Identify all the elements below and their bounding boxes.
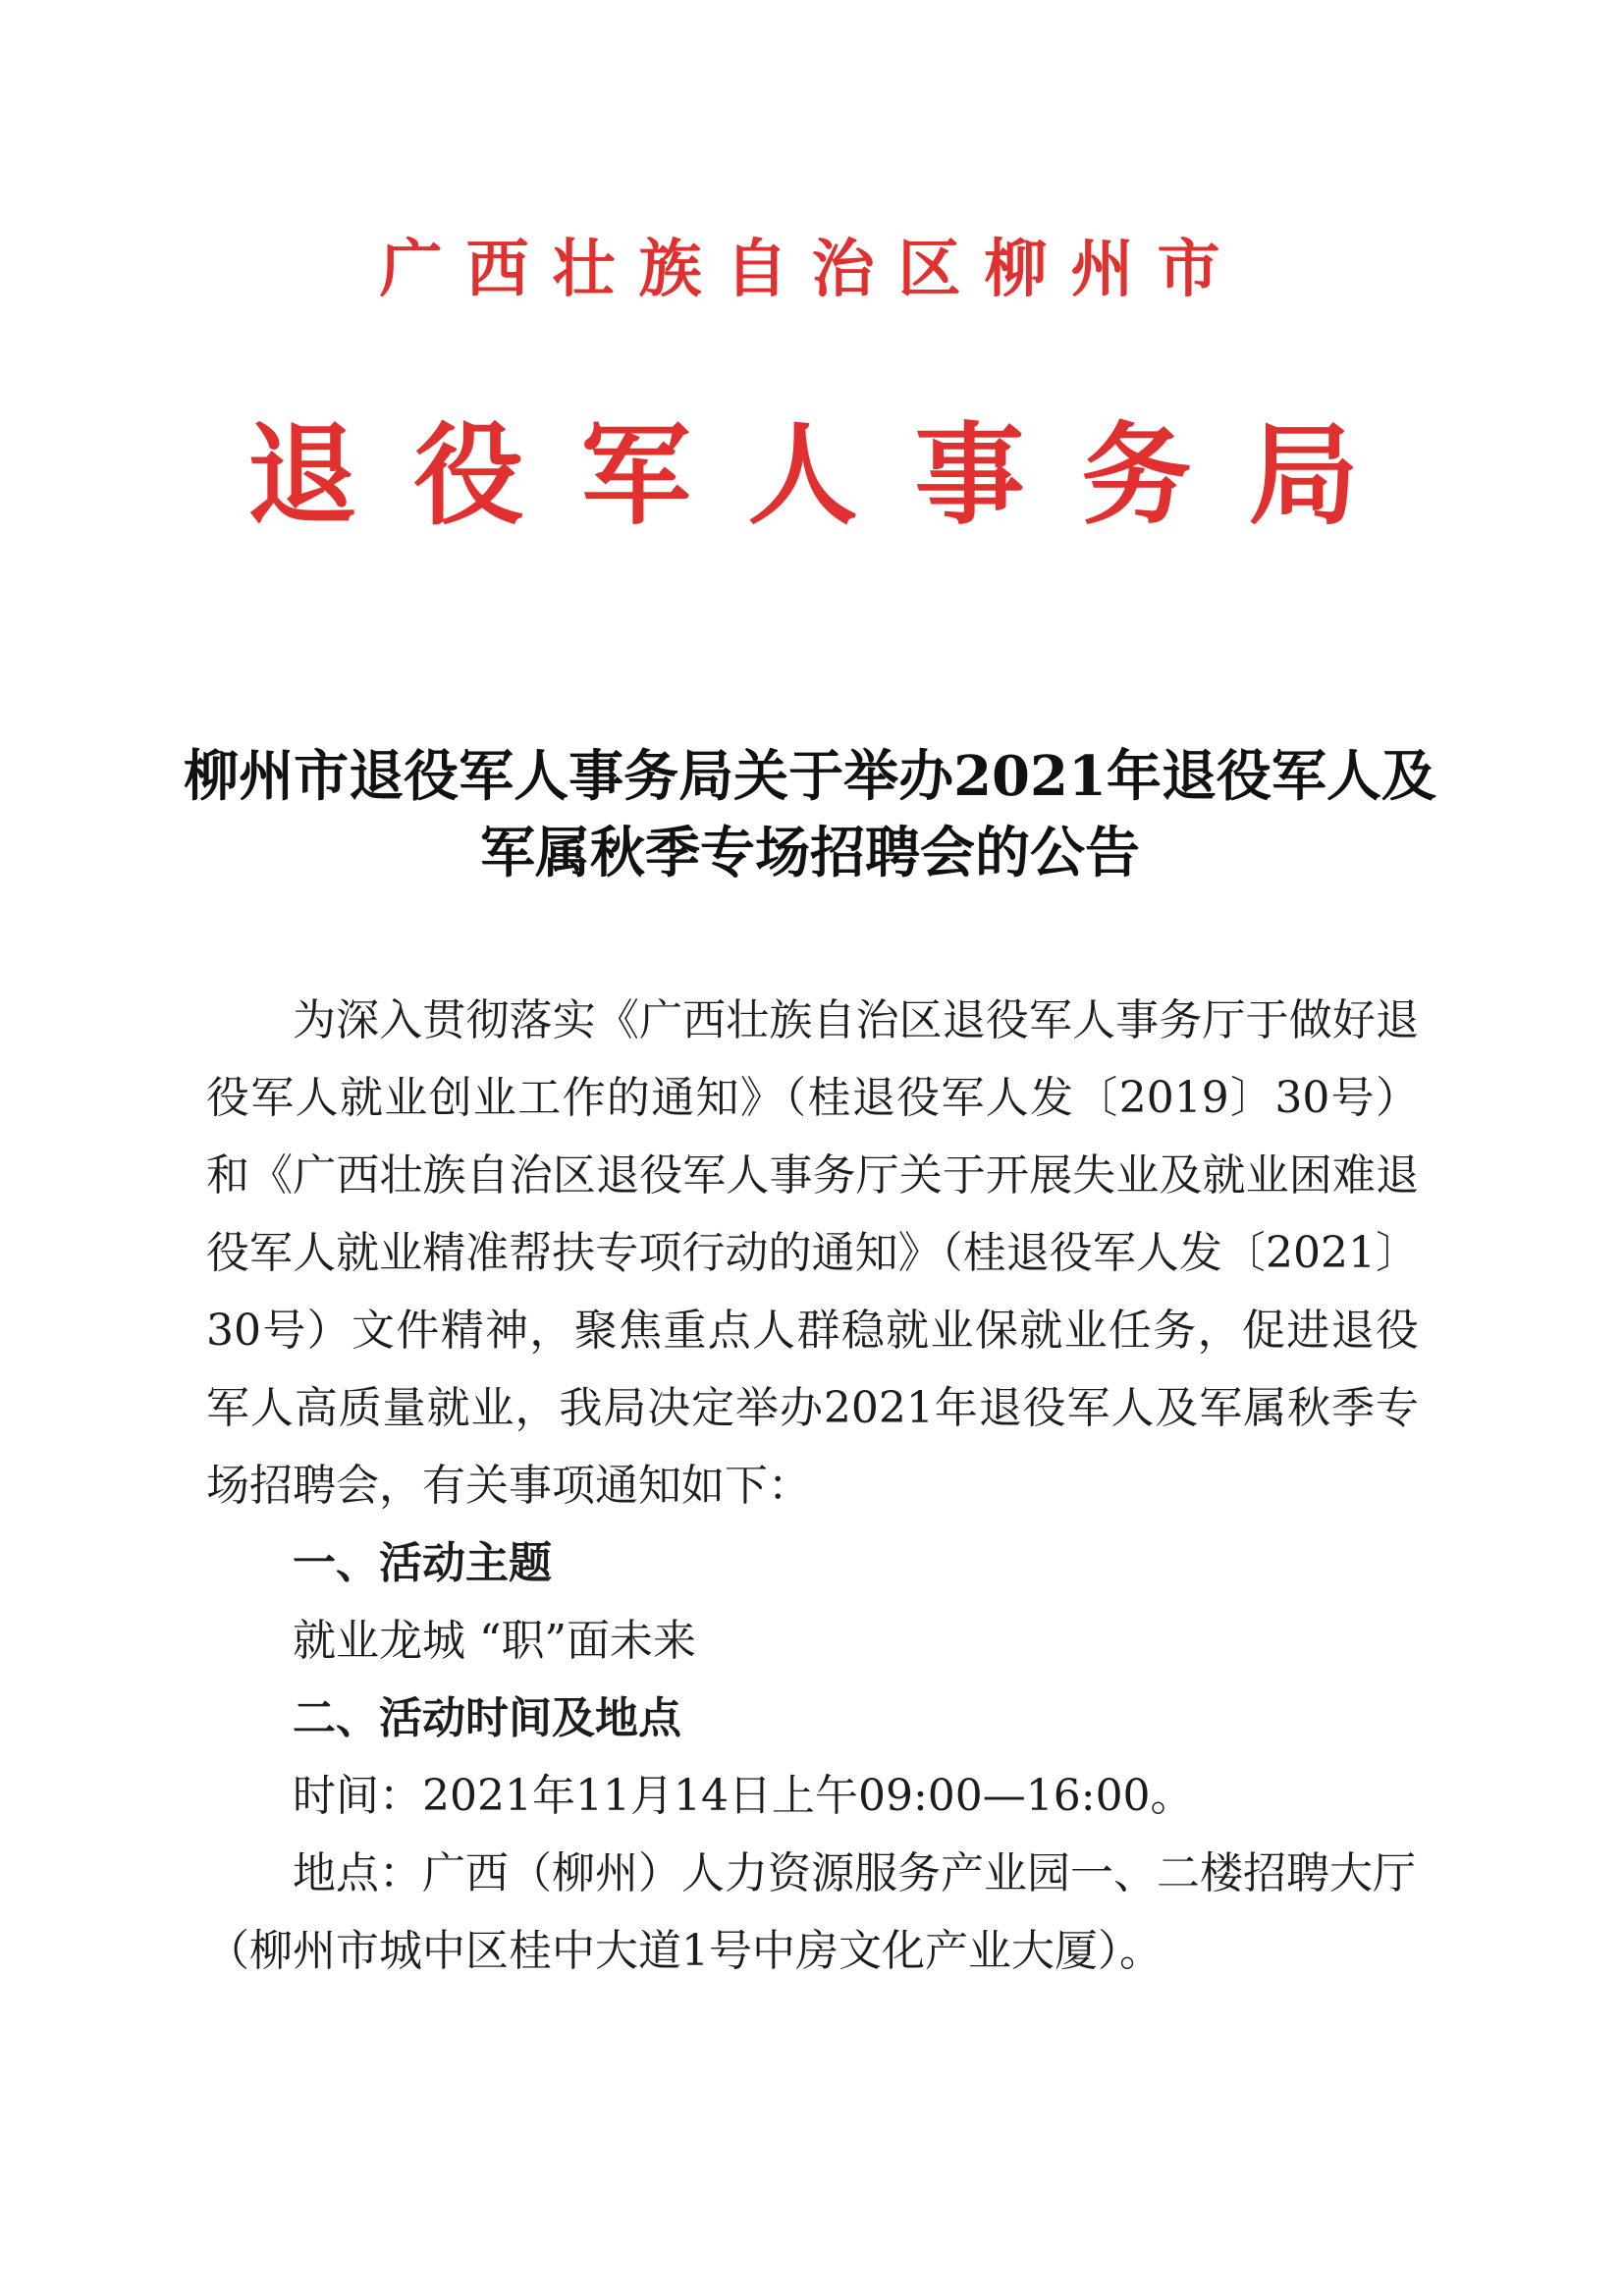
issuer-header-bureau: 退役军人事务局 bbox=[246, 411, 1416, 540]
section2-heading: 二、活动时间及地点 bbox=[293, 1693, 681, 1743]
section1-heading: 一、活动主题 bbox=[293, 1538, 552, 1588]
document-body bbox=[206, 982, 1419, 1990]
document-title: 柳州市退役军人事务局关于举办2021年退役军人及军属秋季专场招聘会的公告 bbox=[184, 744, 1436, 885]
section2-address: （柳州市城中区桂中大道1号中房文化产业大厦）。 bbox=[206, 1926, 1163, 1976]
intro-paragraph: 为深入贯彻落实《广西壮族自治区退役军人事务厅于做好退役军人就业创业工作的通知》（桂退役军人发〔2019〕30号）和《广西壮族自治区退役军人事务厅关于开展失业及就业困难退役军人就业精准帮扶专项行动的通知》（桂退役军人发〔2021〕30号）文件精神，聚焦重点人群稳就业保就业任务，促进退役军人高质量就业，我局决定举办2021年退役军人及军属秋季专场招聘会，有关事项通知如下： bbox=[206, 995, 1419, 1511]
section2-location: 地点：广西（柳州）人力资源服务产业园一、二楼招聘大厅 bbox=[293, 1848, 1416, 1898]
section1-content: 就业龙城 “职”面未来 bbox=[293, 1616, 696, 1666]
section2-time: 时间：2021年11月14日上午09:00—16:00。 bbox=[293, 1771, 1194, 1821]
issuer-header-region: 广西壮族自治区柳州市 bbox=[379, 233, 1244, 306]
